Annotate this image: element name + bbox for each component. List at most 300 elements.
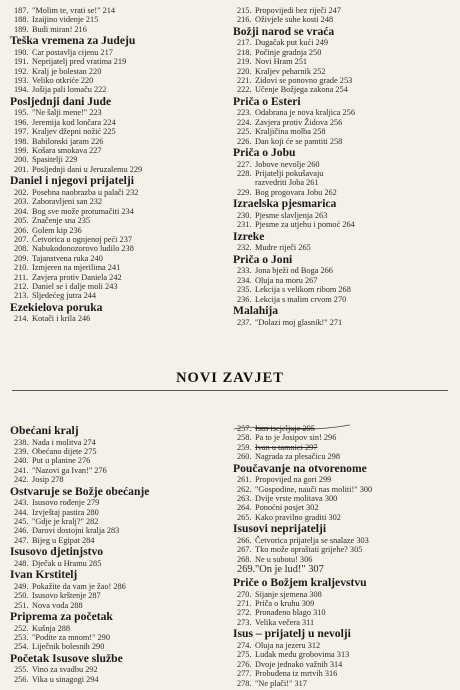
toc-entry xyxy=(10,456,215,465)
entry-number: 206. xyxy=(14,225,29,235)
chapter-heading-poucavanje-na-otvorenome: Poučavanje na otvorenome xyxy=(233,461,367,475)
entry-title: Vino za svadbu 292 xyxy=(32,665,98,675)
toc-entry xyxy=(10,591,215,600)
entry-number: 237. xyxy=(237,317,252,327)
chapter-heading-izreke: Izreke xyxy=(233,229,265,243)
entry-number: 258. xyxy=(237,433,252,443)
toc-entry xyxy=(233,48,438,57)
toc-entry xyxy=(233,220,438,229)
entry-title: Četvorica prijatelja se snalaze 303 xyxy=(255,535,369,545)
entry-title: Darovi dostojni kralja 283 xyxy=(32,526,120,536)
entry-number: 259. xyxy=(237,442,252,452)
entry-title: Velika večera 311 xyxy=(255,617,315,627)
entry-title: Oluja na jezeru 312 xyxy=(255,640,321,650)
entry-number: 247. xyxy=(14,535,29,545)
entry-number: 209. xyxy=(14,253,29,263)
entry-title: Nova voda 288 xyxy=(32,600,83,610)
entry-number: 263. xyxy=(237,494,252,504)
entry-number: 248. xyxy=(14,558,29,568)
chapter-heading-pocetak-isusove-sluzbe: Početak Isusove službe xyxy=(10,651,123,665)
entry-title: Ivan u tamnici 297 xyxy=(255,442,318,452)
entry-number: 202. xyxy=(14,187,29,197)
entry-number: 192. xyxy=(14,66,29,76)
toc-entry xyxy=(233,318,438,327)
entry-title: Posebna naobrazba u palači 232 xyxy=(32,187,139,197)
entry-title: Spasitelji 229 xyxy=(32,155,78,165)
entry-title: Pokažite da vam je žao! 286 xyxy=(32,581,126,591)
toc-entry xyxy=(233,276,438,285)
column-left-bottom xyxy=(10,424,215,684)
entry-number: 264. xyxy=(237,503,252,513)
entry-title: Kraljev peharnik 252 xyxy=(255,66,326,76)
toc-entry xyxy=(233,679,438,688)
entry-title: Jona bježi od Boga 266 xyxy=(255,266,333,276)
toc-entry xyxy=(233,15,438,24)
toc-entry xyxy=(233,137,438,146)
chapter-heading-ostvaruje-se-bozje-obecanje: Ostvaruje se Božje obećanje xyxy=(10,484,150,498)
entry-title: Sljedećeg jutra 244 xyxy=(32,291,97,301)
toc-entry xyxy=(10,108,215,117)
toc-entry xyxy=(233,536,438,545)
entry-number: 235. xyxy=(237,285,252,295)
chapter-heading-posljednji-dani-jude: Posljednji dani Jude xyxy=(10,94,112,108)
entry-title: Kako pravilno graditi 302 xyxy=(255,512,341,522)
toc-entry xyxy=(233,295,438,304)
entry-title: Dvoje jednako važnih 314 xyxy=(255,659,343,669)
toc-entry xyxy=(10,314,215,323)
entry-title: Pa to je Josipov sin! 296 xyxy=(255,433,337,443)
entry-title: Isus iscjeljuje 295 xyxy=(255,424,315,433)
toc-entry xyxy=(233,443,438,452)
entry-title: Nada i molitva 274 xyxy=(32,437,96,447)
toc-entry xyxy=(233,38,438,47)
chapter-heading-prica-o-joni: Priča o Joni xyxy=(233,252,293,266)
toc-entry xyxy=(233,211,438,220)
entry-number: 207. xyxy=(14,234,29,244)
entry-title: Veliko otkriće 220 xyxy=(32,76,94,86)
chapter-heading-teska-vremena-za-judeju: Teška vremena za Judeju xyxy=(10,34,136,48)
toc-entry xyxy=(10,127,215,136)
entry-number: 200. xyxy=(14,155,29,165)
entry-number: 211. xyxy=(14,272,29,282)
entry-title: Odabrana je nova kraljica 256 xyxy=(255,108,355,118)
chapter-heading-prica-o-jobu: Priča o Jobu xyxy=(233,146,296,160)
chapter-heading-isusovo-djetinjstvo: Isusovo djetinjstvo xyxy=(10,545,104,559)
entry-title: Jobove nevolje 260 xyxy=(255,159,320,169)
entry-title: Josip 278 xyxy=(32,475,64,485)
entry-number: 271. xyxy=(237,599,252,609)
toc-entry xyxy=(233,433,438,442)
toc-entry xyxy=(10,291,215,300)
entry-title: Liječnik bolesnih 290 xyxy=(32,642,105,652)
toc-entry xyxy=(233,57,438,66)
toc-entry xyxy=(10,517,215,526)
entry-number: 269. xyxy=(237,564,256,576)
toc-entry xyxy=(233,76,438,85)
entry-number: 197. xyxy=(14,127,29,137)
entry-number: 213. xyxy=(14,291,29,301)
toc-entry xyxy=(10,85,215,94)
toc-entry xyxy=(10,25,215,34)
toc-entry xyxy=(10,15,215,24)
chapter-heading-izraelska-pjesmarica: Izraelska pjesmarica xyxy=(233,197,337,211)
entry-title: Učenje Božjega zakona 254 xyxy=(255,85,348,95)
entry-title: Lekcija s velikom ribom 268 xyxy=(255,285,351,295)
entry-title: Propovijed na gori 299 xyxy=(255,475,332,485)
entry-title: Pjesme za utjehu i pomoć 264 xyxy=(255,220,355,230)
entry-number: 217. xyxy=(237,38,252,48)
entry-title: Zavjera protiv Židova 256 xyxy=(255,117,343,127)
entry-title: Počinje gradnja 250 xyxy=(255,47,322,57)
entry-title: Jeremija kod lončara 224 xyxy=(32,117,116,127)
entry-title: Kotači i krila 246 xyxy=(32,314,91,324)
toc-entry xyxy=(233,67,438,76)
entry-title: Jošija pali lomaču 222 xyxy=(32,85,107,95)
toc-entry xyxy=(10,197,215,206)
entry-number: 261. xyxy=(237,475,252,485)
entry-title: Bog progovara Jobu 262 xyxy=(255,187,337,197)
entry-title: Tajanstvena ruka 240 xyxy=(32,253,103,263)
toc-entry xyxy=(233,424,438,433)
toc-entry xyxy=(233,188,438,197)
chapter-heading-priprema-za-pocetak: Priprema za početak xyxy=(10,610,113,624)
entry-number: 275. xyxy=(237,650,252,660)
entry-number: 210. xyxy=(14,263,29,273)
entry-title: Lekcija s malim crvom 270 xyxy=(255,294,347,304)
entry-title: Zidovi se ponovno grade 253 xyxy=(255,76,353,86)
chapter-heading-daniel-i-njegovi-prijatelji: Daniel i njegovi prijatelji xyxy=(10,174,134,188)
toc-entry xyxy=(10,155,215,164)
toc-entry xyxy=(233,475,438,484)
entry-title: Priča o kruhu 309 xyxy=(255,599,315,609)
toc-entry xyxy=(233,590,438,599)
entry-title: Nagrada za plesačicu 298 xyxy=(255,452,340,462)
entry-number: 238. xyxy=(14,437,29,447)
entry-title: Tko može opraštati grijehe? 305 xyxy=(255,545,363,555)
toc-entry xyxy=(233,641,438,650)
entry-number: 203. xyxy=(14,197,29,207)
toc-entry xyxy=(10,582,215,591)
toc-entry xyxy=(233,118,438,127)
entry-number: 232. xyxy=(237,243,252,253)
entry-title: Sijanje sjemena 308 xyxy=(255,589,322,599)
chapter-heading-isusovi-neprijatelji: Isusovi neprijatelji xyxy=(233,522,327,536)
entry-title: Izmjeren na mjerilima 241 xyxy=(32,263,121,273)
entry-title: Oluja na moru 267 xyxy=(255,275,318,285)
toc-entry xyxy=(10,76,215,85)
entry-title: Neprijatelj pred vratima 219 xyxy=(32,57,127,67)
chapter-heading-prica-o-esteri: Priča o Esteri xyxy=(233,94,301,108)
toc-entry xyxy=(233,660,438,669)
entry-title: Dvije vrste molitava 300 xyxy=(255,494,338,504)
entry-title: "Podite za mnom!" 290 xyxy=(32,633,110,643)
entry-number: 231. xyxy=(237,220,252,230)
entry-title: Budi miran! 216 xyxy=(32,24,87,34)
toc-entry xyxy=(10,235,215,244)
entry-number: 194. xyxy=(14,85,29,95)
toc-entry xyxy=(10,146,215,155)
entry-number: 188. xyxy=(14,15,29,25)
entry-number: 189. xyxy=(14,24,29,34)
entry-title: Oživjele suhe kosti 248 xyxy=(255,15,334,25)
entry-title: Zavjera protiv Daniela 242 xyxy=(32,272,122,282)
entry-number: 201. xyxy=(14,164,29,174)
entry-number: 221. xyxy=(237,76,252,86)
entry-title: Vika u sinagogi 294 xyxy=(32,674,99,684)
toc-entry xyxy=(10,165,215,174)
entry-number: 226. xyxy=(237,136,252,146)
chapter-heading-ivan-krstitelj: Ivan Krstitelj xyxy=(10,568,78,582)
entry-title: Isusovo krštenje 287 xyxy=(32,591,101,601)
entry-title: Kralj je bolestan 220 xyxy=(32,66,102,76)
toc-entry xyxy=(10,642,215,651)
toc-entry xyxy=(233,555,438,564)
entry-number: 268. xyxy=(237,554,252,564)
entry-number: 252. xyxy=(14,623,29,633)
entry-title: Posljednji dani u Jeruzalemu 229 xyxy=(32,164,143,174)
toc-entry xyxy=(10,67,215,76)
toc-entry xyxy=(10,447,215,456)
entry-title: razvedriti Joba 261 xyxy=(255,178,319,188)
entry-number: 205. xyxy=(14,216,29,226)
entry-title: Luđak među grobovima 313 xyxy=(255,650,350,660)
toc-entry xyxy=(233,243,438,252)
entry-number: 240. xyxy=(14,456,29,466)
entry-number: 219. xyxy=(237,57,252,67)
toc-entry xyxy=(10,498,215,507)
toc-entry xyxy=(233,160,438,169)
entry-title: "On je lud!" 307 xyxy=(255,564,324,576)
entry-number: 195. xyxy=(14,108,29,118)
toc-entry xyxy=(10,633,215,642)
entry-number: 191. xyxy=(14,57,29,67)
toc-entry xyxy=(10,282,215,291)
entry-title: "Ne plači!" 317 xyxy=(255,678,307,688)
entry-number: 278. xyxy=(237,678,252,688)
toc-entry xyxy=(233,485,438,494)
entry-title: Kušnja 288 xyxy=(32,623,71,633)
toc-entry xyxy=(10,475,215,484)
entry-title: Bog sve može protumačiti 234 xyxy=(32,206,134,216)
entry-number: 224. xyxy=(237,117,252,127)
entry-number: 262. xyxy=(237,484,252,494)
toc-entry xyxy=(10,624,215,633)
entry-number: 208. xyxy=(14,244,29,254)
entry-title: Novi Hram 251 xyxy=(255,57,308,67)
entry-title: Propovijedi bez riječi 247 xyxy=(255,6,341,15)
entry-title: Ne u subotu! 306 xyxy=(255,554,313,564)
toc-entry xyxy=(233,494,438,503)
toc-entry xyxy=(10,137,215,146)
entry-number: 253. xyxy=(14,633,29,643)
entry-title: Mudre riječi 265 xyxy=(255,243,311,253)
toc-entry xyxy=(233,285,438,294)
entry-number: 266. xyxy=(237,535,252,545)
entry-title: "Dolazi moj glasnik!" 271 xyxy=(255,317,343,327)
toc-entry xyxy=(10,254,215,263)
toc-entry xyxy=(10,263,215,272)
entry-number: 241. xyxy=(14,465,29,475)
toc-entry xyxy=(233,608,438,617)
toc-entry xyxy=(10,466,215,475)
column-right-bottom xyxy=(233,424,438,688)
entry-title: Put u planine 276 xyxy=(32,456,91,466)
toc-entry xyxy=(10,188,215,197)
entry-title: "Ne šalji mene!" 223 xyxy=(32,108,102,118)
entry-title: Ponoćni posjet 302 xyxy=(255,503,319,513)
entry-title: Probuđena iz mrtvih 316 xyxy=(255,669,338,679)
entry-title: Dan koji će se pamtiti 258 xyxy=(255,136,343,146)
toc-entry xyxy=(10,508,215,517)
entry-number: 236. xyxy=(237,294,252,304)
toc-entry xyxy=(10,48,215,57)
entry-number: 244. xyxy=(14,507,29,517)
toc-entry xyxy=(10,6,215,15)
entry-title: Pjesme slavljenja 263 xyxy=(255,210,328,220)
entry-number: 254. xyxy=(14,642,29,652)
entry-title: Košara smokava 227 xyxy=(32,146,102,156)
entry-title: Babilonski jaram 226 xyxy=(32,136,104,146)
chapter-heading-bozji-narod-se-vraca: Božji narod se vraća xyxy=(233,24,335,38)
entry-title: Kraljičina molba 258 xyxy=(255,127,326,137)
entry-number: 256. xyxy=(14,674,29,684)
entry-title: Bijeg u Egipat 284 xyxy=(32,535,95,545)
entry-title: Car postavlja cijenu 217 xyxy=(32,47,113,57)
toc-entry xyxy=(10,559,215,568)
entry-title: Dugačak put kući 249 xyxy=(255,38,329,48)
entry-number: 245. xyxy=(14,517,29,527)
entry-title: Golem kip 236 xyxy=(32,225,82,235)
entry-number: 225. xyxy=(237,127,252,137)
entry-number: 250. xyxy=(14,591,29,601)
entry-number: 187. xyxy=(14,6,29,15)
entry-title: Izvještaj pastira 280 xyxy=(32,507,99,517)
entry-number: 276. xyxy=(237,659,252,669)
entry-title: Isusovo rođenje 279 xyxy=(32,498,100,508)
entry-number: 239. xyxy=(14,447,29,456)
toc-entry xyxy=(233,669,438,678)
toc-entry xyxy=(233,266,438,275)
entry-title: Prijatelji pokušavaju xyxy=(255,169,324,179)
toc-entry xyxy=(10,526,215,535)
toc-entry xyxy=(10,273,215,282)
entry-number: 272. xyxy=(237,608,252,618)
toc-entry xyxy=(233,618,438,627)
entry-title: Značenje sna 235 xyxy=(32,216,91,226)
chapter-heading-malahija: Malahija xyxy=(233,303,279,317)
entry-number: 274. xyxy=(237,640,252,650)
entry-number: 212. xyxy=(14,281,29,291)
entry-number: 223. xyxy=(237,108,252,118)
toc-entry xyxy=(10,536,215,545)
entry-number: 218. xyxy=(237,47,252,57)
entry-title: Daniel se i dalje moli 243 xyxy=(32,281,118,291)
entry-number: 270. xyxy=(237,589,252,599)
toc-entry xyxy=(10,216,215,225)
entry-number: 216. xyxy=(237,15,252,25)
entry-title: "Nazovi ga Ivan!" 276 xyxy=(32,465,107,475)
section-title-novi-zavjet: NOVI ZAVJET xyxy=(176,370,284,386)
chapter-heading-ezekielova-poruka: Ezekielova poruka xyxy=(10,300,103,314)
toc-entry xyxy=(10,438,215,447)
entry-title: "Gospodine, nauči nas moliti!" 300 xyxy=(255,484,373,494)
toc-entry xyxy=(233,108,438,117)
toc-entry xyxy=(10,244,215,253)
toc-entry xyxy=(233,169,438,178)
entry-number: 204. xyxy=(14,206,29,216)
toc-entry xyxy=(233,178,438,187)
entry-number: 246. xyxy=(14,526,29,536)
entry-title: Kraljev džepni nožić 225 xyxy=(32,127,116,137)
entry-number: 243. xyxy=(14,498,29,508)
section-divider xyxy=(12,390,448,391)
column-left-top xyxy=(10,6,215,324)
entry-title: "Gdje je kralj?" 282 xyxy=(32,517,99,527)
chapter-heading-obecani-kralj: Obećani kralj xyxy=(10,424,79,437)
entry-number: 215. xyxy=(237,6,252,15)
entry-title: "Molim te, vrati se!" 214 xyxy=(32,6,116,15)
entry-title: Zaboravljeni san 232 xyxy=(32,197,103,207)
toc-entry xyxy=(233,513,438,522)
entry-number: 196. xyxy=(14,117,29,127)
entry-number: 273. xyxy=(237,617,252,627)
entry-number: 230. xyxy=(237,210,252,220)
entry-number: 228. xyxy=(237,169,252,179)
entry-title: Nabukodonozorovo ludilo 238 xyxy=(32,244,134,254)
toc-entry xyxy=(10,601,215,610)
entry-number: 227. xyxy=(237,159,252,169)
toc-entry xyxy=(233,545,438,554)
toc-entry xyxy=(233,85,438,94)
toc-entry xyxy=(233,650,438,659)
entry-number: 251. xyxy=(14,600,29,610)
toc-entry xyxy=(10,207,215,216)
toc-entry xyxy=(233,6,438,15)
entry-number: 199. xyxy=(14,146,29,156)
entry-number: 234. xyxy=(237,275,252,285)
entry-number: 190. xyxy=(14,47,29,57)
toc-entry xyxy=(10,57,215,66)
entry-number: 222. xyxy=(237,85,252,95)
entry-number: 265. xyxy=(237,512,252,522)
entry-title: Četvorica u ognjenoj peći 237 xyxy=(32,234,132,244)
entry-number: 255. xyxy=(14,665,29,675)
chapter-heading-isus-prijatelj-u-nevolji: Isus – prijatelj u nevolji xyxy=(233,627,351,641)
toc-entry xyxy=(233,127,438,136)
entry-title: Izaijino videnje 215 xyxy=(32,15,99,25)
entry-number: 277. xyxy=(237,669,252,679)
entry-number: 193. xyxy=(14,76,29,86)
entry-number: 198. xyxy=(14,136,29,146)
toc-entry xyxy=(233,452,438,461)
toc-entry xyxy=(233,599,438,608)
entry-number: 249. xyxy=(14,581,29,591)
entry-number: 233. xyxy=(237,266,252,276)
chapter-heading-price-o-bozjem-kraljevstvu: Priče o Božjem kraljevstvu xyxy=(233,576,367,590)
toc-entry xyxy=(10,118,215,127)
entry-number: 260. xyxy=(237,452,252,462)
column-right-top xyxy=(233,6,438,327)
entry-number: 214. xyxy=(14,314,29,324)
toc-entry xyxy=(10,226,215,235)
entry-title: Pronađeno blago 310 xyxy=(255,608,326,618)
toc-entry xyxy=(10,665,215,674)
toc-entry xyxy=(233,564,438,576)
entry-number: 220. xyxy=(237,66,252,76)
toc-entry xyxy=(233,503,438,512)
entry-number: 229. xyxy=(237,187,252,197)
entry-title: Obećano dijete 275 xyxy=(32,447,97,456)
